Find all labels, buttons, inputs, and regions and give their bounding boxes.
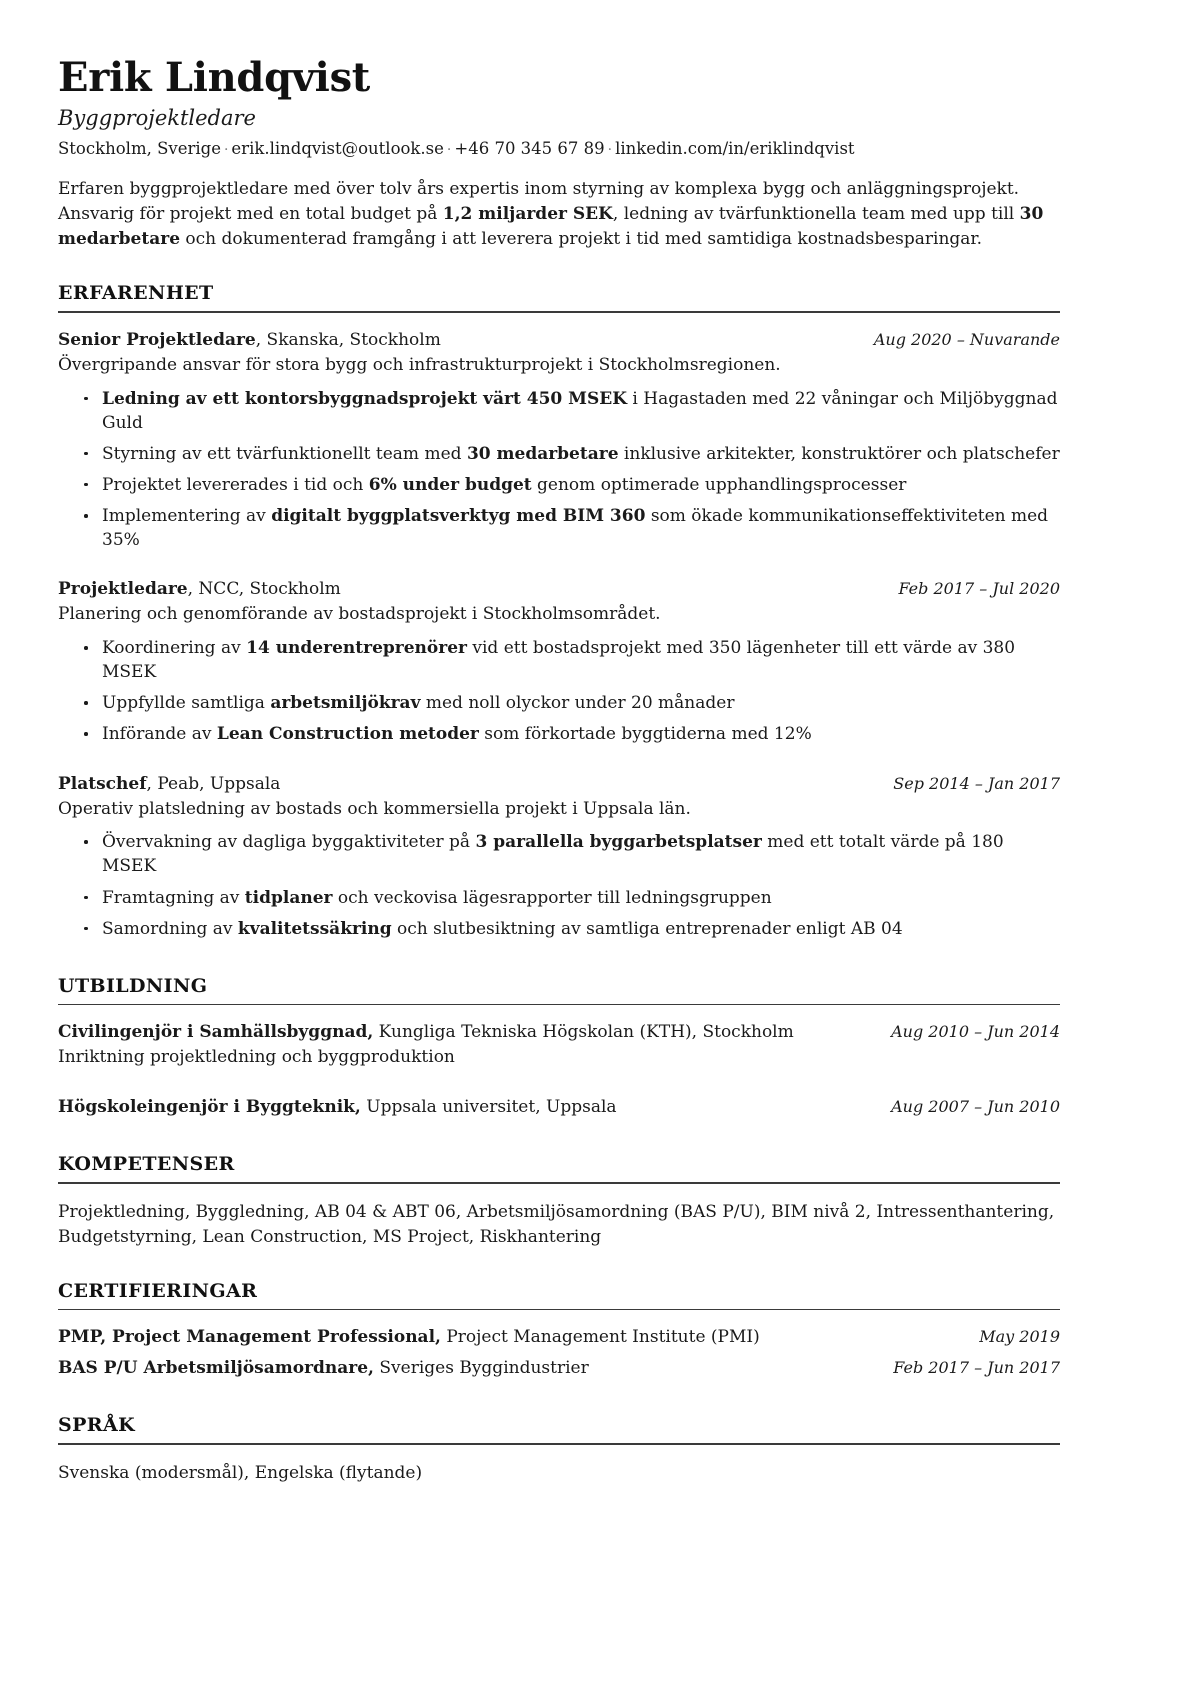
list-item xyxy=(80,504,1060,552)
entry-header-row xyxy=(58,1021,1060,1044)
certification-entry xyxy=(58,1357,1060,1380)
education-date-range: Aug 2010 – Jun 2014 xyxy=(891,1022,1060,1042)
education-entry xyxy=(58,1021,1060,1070)
certification-entry xyxy=(58,1326,1060,1349)
bullet-text-post: inklusive arkitekter, konstruktörer och platschefer xyxy=(618,443,1060,464)
contact-separator-icon: · xyxy=(607,141,613,158)
bullet-text-pre: Styrning av ett tvärfunktionellt team med xyxy=(102,443,467,464)
bullet-text-pre: Övervakning av dagliga byggaktiviteter på xyxy=(102,832,476,853)
bullet-text-pre: Införande av xyxy=(102,724,217,745)
job-title: Senior Projektledare xyxy=(58,329,256,350)
bullet-text-pre: Framtagning av xyxy=(102,887,245,908)
bullet-text-post: genom optimerade upphandlingsprocesser xyxy=(531,474,907,495)
entry-header-row xyxy=(58,1096,1060,1119)
job-title: Projektledare xyxy=(58,579,188,600)
bullet-text-pre: Koordinering av xyxy=(102,638,247,659)
degree-title: Civilingenjör i Samhällsbyggnad, xyxy=(58,1022,374,1043)
section-heading-education: UTBILDNING xyxy=(58,974,208,997)
summary-text-3: och dokumenterad framgång i att leverera projekt i tid med samtidiga kostnadsbesparingar. xyxy=(180,229,983,250)
job-date-range: Aug 2020 – Nuvarande xyxy=(873,329,1060,349)
certification-issuer: Sveriges Byggindustrier xyxy=(373,1358,589,1379)
bullet-highlight: Ledning av ett kontorsbyggnadsprojekt värt 450 MSEK xyxy=(102,388,628,409)
resume-header xyxy=(58,56,1060,159)
bullet-text-pre: Uppfyllde samtliga xyxy=(102,693,271,714)
job-date-range: Sep 2014 – Jan 2017 xyxy=(893,773,1060,793)
list-item xyxy=(80,886,1060,910)
section-divider xyxy=(58,1309,1060,1311)
certification-date: Feb 2017 – Jun 2017 xyxy=(893,1358,1060,1378)
job-description: Planering och genomförande av bostadsprojekt i Stockholmsområdet. xyxy=(58,604,661,625)
section-divider xyxy=(58,1443,1060,1445)
section-education xyxy=(58,975,1060,1119)
contact-line xyxy=(58,138,1060,159)
section-skills xyxy=(58,1153,1060,1250)
page-title: Erik Lindqvist xyxy=(58,54,370,101)
bullet-text-post: i Hagastaden med 22 våningar och Miljöbyggnad Guld xyxy=(102,388,1058,433)
job-description: Operativ platsledning av bostads och kommersiella projekt i Uppsala län. xyxy=(58,798,691,819)
education-entry xyxy=(58,1096,1060,1119)
contact-separator-icon: · xyxy=(223,141,229,158)
bullet-text-pre: Projektet levererades i tid och xyxy=(102,474,369,495)
job-company-location: , Peab, Uppsala xyxy=(146,773,281,794)
entry-title xyxy=(58,1021,873,1044)
bullet-text-post: som förkortade byggtiderna med 12% xyxy=(478,724,812,745)
contact-phone[interactable]: +46 70 345 67 89 xyxy=(454,138,605,158)
experience-entry xyxy=(58,578,1060,746)
bullet-highlight: kvalitetssäkring xyxy=(237,918,392,939)
contact-location: Stockholm, Sverige xyxy=(58,138,221,158)
spacer xyxy=(58,560,1060,578)
list-item xyxy=(80,636,1060,684)
entry-title xyxy=(58,1326,961,1349)
section-heading-languages: SPRÅK xyxy=(58,1414,136,1437)
job-title: Platschef xyxy=(58,773,147,794)
list-item xyxy=(80,917,1060,941)
spacer xyxy=(58,949,1060,975)
section-heading-skills: KOMPETENSER xyxy=(58,1153,235,1175)
bullet-highlight: 3 parallella byggarbetsplatser xyxy=(475,832,762,853)
spacer xyxy=(58,1078,1060,1096)
languages-list: Svenska (modersmål), Engelska (flytande) xyxy=(58,1462,423,1483)
spacer xyxy=(58,1388,1060,1414)
education-description: Inriktning projektledning och byggproduktion xyxy=(58,1047,455,1068)
section-experience xyxy=(58,282,1060,940)
entry-title xyxy=(58,1357,875,1380)
certification-date: May 2019 xyxy=(979,1327,1060,1347)
contact-email[interactable]: erik.lindqvist@outlook.se xyxy=(231,138,444,158)
entry-header-row xyxy=(58,578,1060,601)
section-languages xyxy=(58,1414,1060,1486)
experience-entry xyxy=(58,773,1060,941)
entry-title xyxy=(58,1096,873,1119)
list-item xyxy=(80,473,1060,497)
school-location: Kungliga Tekniska Högskolan (KTH), Stockholm xyxy=(373,1022,794,1043)
job-date-range: Feb 2017 – Jul 2020 xyxy=(898,579,1060,599)
professional-summary xyxy=(58,177,1060,252)
entry-header-row xyxy=(58,329,1060,352)
bullet-text-post: som ökade kommunikationseffektiviteten med 35% xyxy=(102,506,1049,551)
list-item xyxy=(80,691,1060,715)
list-item xyxy=(80,442,1060,466)
summary-highlight-budget: 1,2 miljarder SEK xyxy=(442,204,613,225)
education-date-range: Aug 2007 – Jun 2010 xyxy=(891,1097,1060,1117)
job-role-subtitle: Byggprojektledare xyxy=(58,105,256,130)
entry-header-row xyxy=(58,773,1060,796)
entry-header-row xyxy=(58,1357,1060,1380)
bullet-highlight: tidplaner xyxy=(244,887,333,908)
bullet-highlight: digitalt byggplatsverktyg med BIM 360 xyxy=(271,506,646,527)
spacer xyxy=(58,1254,1060,1280)
section-certifications xyxy=(58,1280,1060,1380)
job-company-location: , NCC, Stockholm xyxy=(187,579,341,600)
spacer xyxy=(58,755,1060,773)
bullet-highlight: 30 medarbetare xyxy=(466,443,619,464)
section-divider xyxy=(58,1182,1060,1184)
contact-linkedin[interactable]: linkedin.com/in/eriklindqvist xyxy=(615,138,855,158)
bullet-highlight: 6% under budget xyxy=(368,474,532,495)
bullet-text-pre: Implementering av xyxy=(102,506,272,527)
summary-text-2: , ledning av tvärfunktionella team med upp till xyxy=(612,204,1020,225)
summary-text-1: Erfaren byggprojektledare med över tolv års expertis inom styrning av komplexa bygg och anläggningsprojekt. Ansvarig för projekt med en total budget på xyxy=(58,179,1020,225)
list-item xyxy=(80,722,1060,746)
skills-list: Projektledning, Byggledning, AB 04 & ABT 06, Arbetsmiljösamordning (BAS P/U), BIM nivå 2, Intressenthantering, Budgetstyrning, Lean Construction, MS Project, Riskhantering xyxy=(58,1201,1055,1247)
bullet-text-post: och slutbesiktning av samtliga entreprenader enligt AB 04 xyxy=(391,918,903,939)
job-description: Övergripande ansvar för stora bygg och infrastrukturprojekt i Stockholmsregionen. xyxy=(58,354,781,375)
job-bullet-list xyxy=(58,636,1060,747)
bullet-highlight: Lean Construction metoder xyxy=(216,724,479,745)
bullet-text-post: och veckovisa lägesrapporter till ledningsgruppen xyxy=(332,887,772,908)
job-bullet-list xyxy=(58,830,1060,941)
bullet-text-post: vid ett bostadsprojekt med 350 lägenheter till ett värde av 380 MSEK xyxy=(102,638,1016,683)
entry-title xyxy=(58,329,856,352)
bullet-text-post: med ett totalt värde på 180 MSEK xyxy=(102,832,1004,877)
experience-entry xyxy=(58,329,1060,552)
section-divider xyxy=(58,311,1060,313)
bullet-text-pre: Samordning av xyxy=(102,918,238,939)
entry-header-row xyxy=(58,1326,1060,1349)
summary-highlight-team: 30 medarbetare xyxy=(58,204,1044,250)
certification-name: PMP, Project Management Professional, xyxy=(58,1327,441,1348)
bullet-highlight: arbetsmiljökrav xyxy=(270,693,421,714)
list-item xyxy=(80,387,1060,435)
job-company-location: , Skanska, Stockholm xyxy=(255,329,441,350)
bullet-text-post: med noll olyckor under 20 månader xyxy=(420,693,735,714)
list-item xyxy=(80,830,1060,878)
section-heading-experience: ERFARENHET xyxy=(58,282,214,305)
entry-title xyxy=(58,773,875,796)
bullet-highlight: 14 underentreprenörer xyxy=(246,638,467,659)
certification-name: BAS P/U Arbetsmiljösamordnare, xyxy=(58,1358,374,1379)
section-heading-certifications: CERTIFIERINGAR xyxy=(58,1279,258,1302)
school-location: Uppsala universitet, Uppsala xyxy=(360,1097,617,1118)
spacer xyxy=(58,1127,1060,1153)
entry-title xyxy=(58,578,880,601)
job-bullet-list xyxy=(58,387,1060,553)
contact-separator-icon: · xyxy=(446,141,452,158)
degree-title: Högskoleingenjör i Byggteknik, xyxy=(58,1097,361,1118)
certification-issuer: Project Management Institute (PMI) xyxy=(440,1327,760,1348)
section-divider xyxy=(58,1004,1060,1006)
